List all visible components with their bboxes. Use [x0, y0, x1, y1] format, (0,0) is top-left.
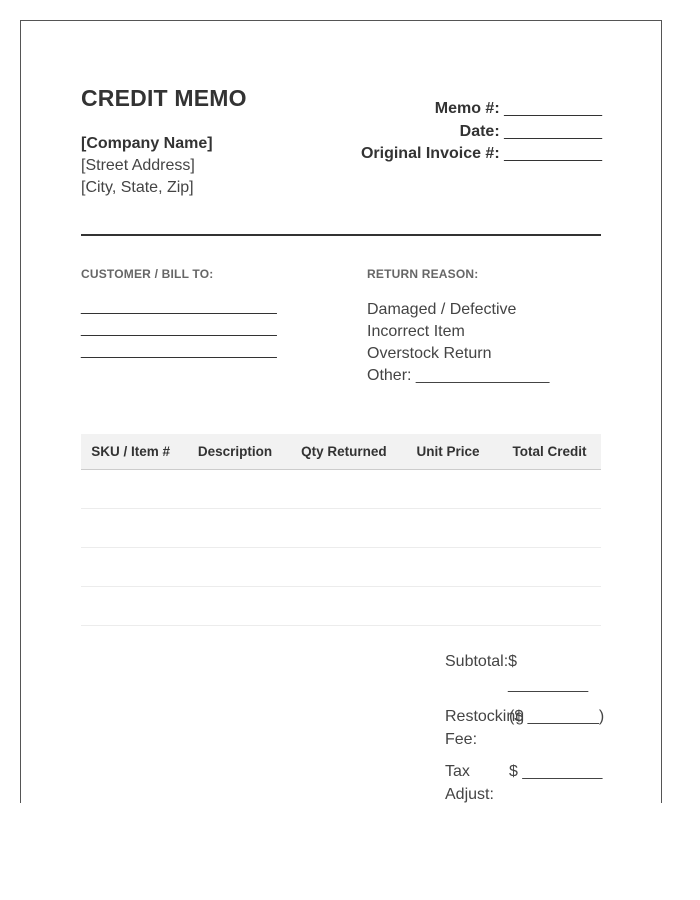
subtotal-label: Subtotal: — [445, 653, 509, 670]
table-cell[interactable] — [398, 470, 498, 509]
table-cell[interactable] — [498, 548, 601, 587]
subtotal-field[interactable]: _________ — [508, 675, 589, 693]
table-cell[interactable] — [81, 509, 180, 548]
table-cell[interactable] — [498, 509, 601, 548]
table-cell[interactable] — [180, 509, 290, 548]
header-divider — [81, 234, 601, 236]
tax-adjust-row — [445, 761, 615, 803]
table-header-row — [81, 434, 601, 470]
restocking-fee-field[interactable]: ($ ________) — [509, 708, 605, 725]
customer-line-2[interactable]: ______________________ — [81, 320, 277, 337]
return-reason-label: RETURN REASON: — [367, 267, 479, 281]
header-qty-returned: Qty Returned — [290, 434, 398, 470]
subtotal-row — [445, 651, 615, 696]
date-row — [361, 121, 602, 144]
restocking-fee-label: Restocking Fee: — [445, 708, 525, 748]
table-row — [81, 548, 601, 587]
original-invoice-row — [361, 143, 602, 166]
original-invoice-label: Original Invoice #: — [360, 145, 500, 162]
reason-other-label: Other: — [367, 367, 412, 384]
reason-overstock-return[interactable]: Overstock Return — [367, 345, 492, 362]
table-cell[interactable] — [81, 470, 180, 509]
customer-line-3[interactable]: ______________________ — [81, 342, 277, 359]
return-reason-options — [367, 299, 549, 387]
company-name: [Company Name] — [81, 135, 213, 152]
restocking-fee-row — [445, 706, 615, 751]
original-invoice-field[interactable]: ___________ — [504, 145, 602, 162]
header-unit-price: Unit Price — [398, 434, 498, 470]
table-cell[interactable] — [180, 587, 290, 626]
table-cell[interactable] — [498, 470, 601, 509]
subtotal-currency: $ — [508, 653, 518, 670]
reason-damaged-defective[interactable]: Damaged / Defective — [367, 301, 517, 318]
table-cell[interactable] — [498, 587, 601, 626]
company-city-state-zip: [City, State, Zip] — [81, 179, 194, 196]
reason-other-field[interactable]: _______________ — [415, 367, 550, 384]
reason-other-row — [367, 365, 549, 387]
table-cell[interactable] — [81, 587, 180, 626]
date-field[interactable]: ___________ — [504, 122, 602, 140]
table-cell[interactable] — [290, 470, 398, 509]
table-cell[interactable] — [81, 548, 180, 587]
customer-bill-to-fields — [81, 296, 277, 362]
memo-number-field[interactable]: ___________ — [504, 100, 602, 117]
table-cell[interactable] — [398, 587, 498, 626]
date-label: Date: — [459, 122, 500, 140]
credit-memo-page — [20, 20, 662, 803]
customer-line-1[interactable]: ______________________ — [81, 298, 277, 315]
document-title: CREDIT MEMO — [81, 85, 247, 111]
memo-number-row — [361, 98, 602, 121]
reason-incorrect-item[interactable]: Incorrect Item — [367, 323, 465, 340]
company-street: [Street Address] — [81, 157, 195, 174]
header-total-credit: Total Credit — [498, 434, 601, 470]
customer-section-label: CUSTOMER / BILL TO: — [81, 267, 214, 281]
table-cell[interactable] — [398, 509, 498, 548]
table-cell[interactable] — [180, 470, 290, 509]
table-cell[interactable] — [290, 509, 398, 548]
table-row — [81, 470, 601, 509]
tax-adjust-label: Tax Adjust: — [445, 763, 494, 803]
table-row — [81, 587, 601, 626]
table-cell[interactable] — [398, 548, 498, 587]
table-row — [81, 509, 601, 548]
line-items-table — [81, 434, 601, 626]
totals-block — [445, 651, 615, 803]
memo-meta — [361, 98, 602, 166]
header-description: Description — [180, 434, 290, 470]
header-sku: SKU / Item # — [81, 434, 180, 470]
memo-number-label: Memo #: — [434, 100, 500, 117]
table-cell[interactable] — [180, 548, 290, 587]
table-cell[interactable] — [290, 548, 398, 587]
table-cell[interactable] — [290, 587, 398, 626]
tax-adjust-field[interactable]: $ _________ — [509, 763, 603, 780]
company-info — [81, 133, 213, 199]
